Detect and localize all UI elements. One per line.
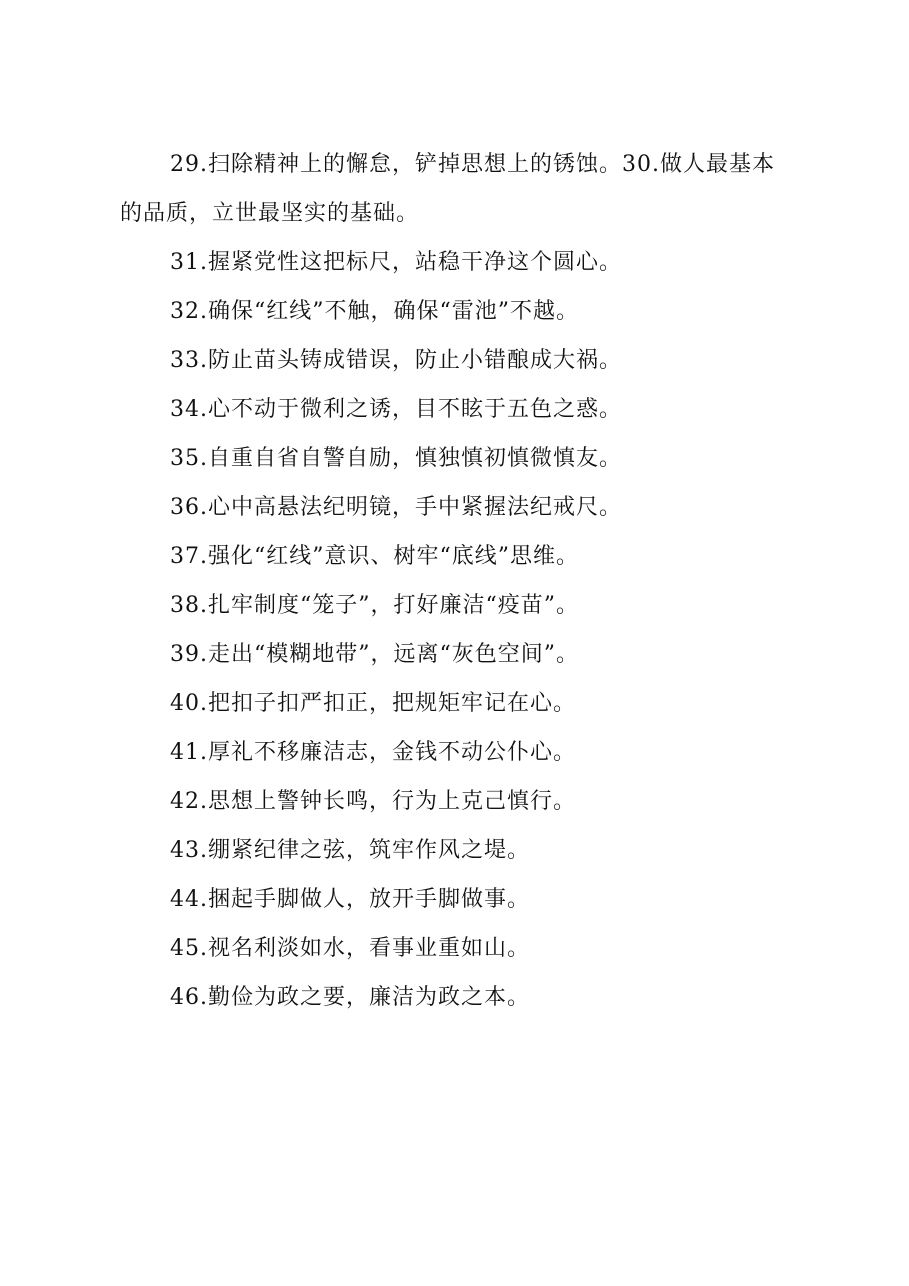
paragraph-46: 46.勤俭为政之要，廉洁为政之本。 [170, 985, 530, 1010]
paragraph-32: 32.确保“红线”不触，确保“雷池”不越。 [170, 299, 579, 324]
paragraph-34: 34.心不动于微利之诱，目不眩于五色之惑。 [170, 397, 622, 422]
paragraph-44: 44.捆起手脚做人，放开手脚做事。 [170, 887, 530, 912]
document-body [120, 140, 785, 1022]
paragraph-43: 43.绷紧纪律之弦，筑牢作风之堤。 [170, 838, 530, 863]
paragraph-39: 39.走出“模糊地带”，远离“灰色空间”。 [170, 642, 579, 667]
paragraph-40: 40.把扣子扣严扣正，把规矩牢记在心。 [170, 691, 576, 716]
paragraph-37: 37.强化“红线”意识、树牢“底线”思维。 [170, 544, 579, 569]
paragraph-33: 33.防止苗头铸成错误，防止小错酿成大祸。 [170, 348, 622, 373]
paragraph-31: 31.握紧党性这把标尺，站稳干净这个圆心。 [170, 250, 622, 275]
paragraph-35: 35.自重自省自警自励，慎独慎初慎微慎友。 [170, 446, 622, 471]
paragraph-29-30: 29.扫除精神上的懈怠，铲掉思想上的锈蚀。30.做人最基本的品质，立世最坚实的基础。 [120, 152, 775, 226]
paragraph-38: 38.扎牢制度“笼子”，打好廉洁“疫苗”。 [170, 593, 579, 618]
paragraph-45: 45.视名利淡如水，看事业重如山。 [170, 936, 530, 961]
paragraph-36: 36.心中高悬法纪明镜，手中紧握法纪戒尺。 [170, 495, 622, 520]
paragraph-41: 41.厚礼不移廉洁志，金钱不动公仆心。 [170, 740, 576, 765]
paragraph-42: 42.思想上警钟长鸣，行为上克己慎行。 [170, 789, 576, 814]
